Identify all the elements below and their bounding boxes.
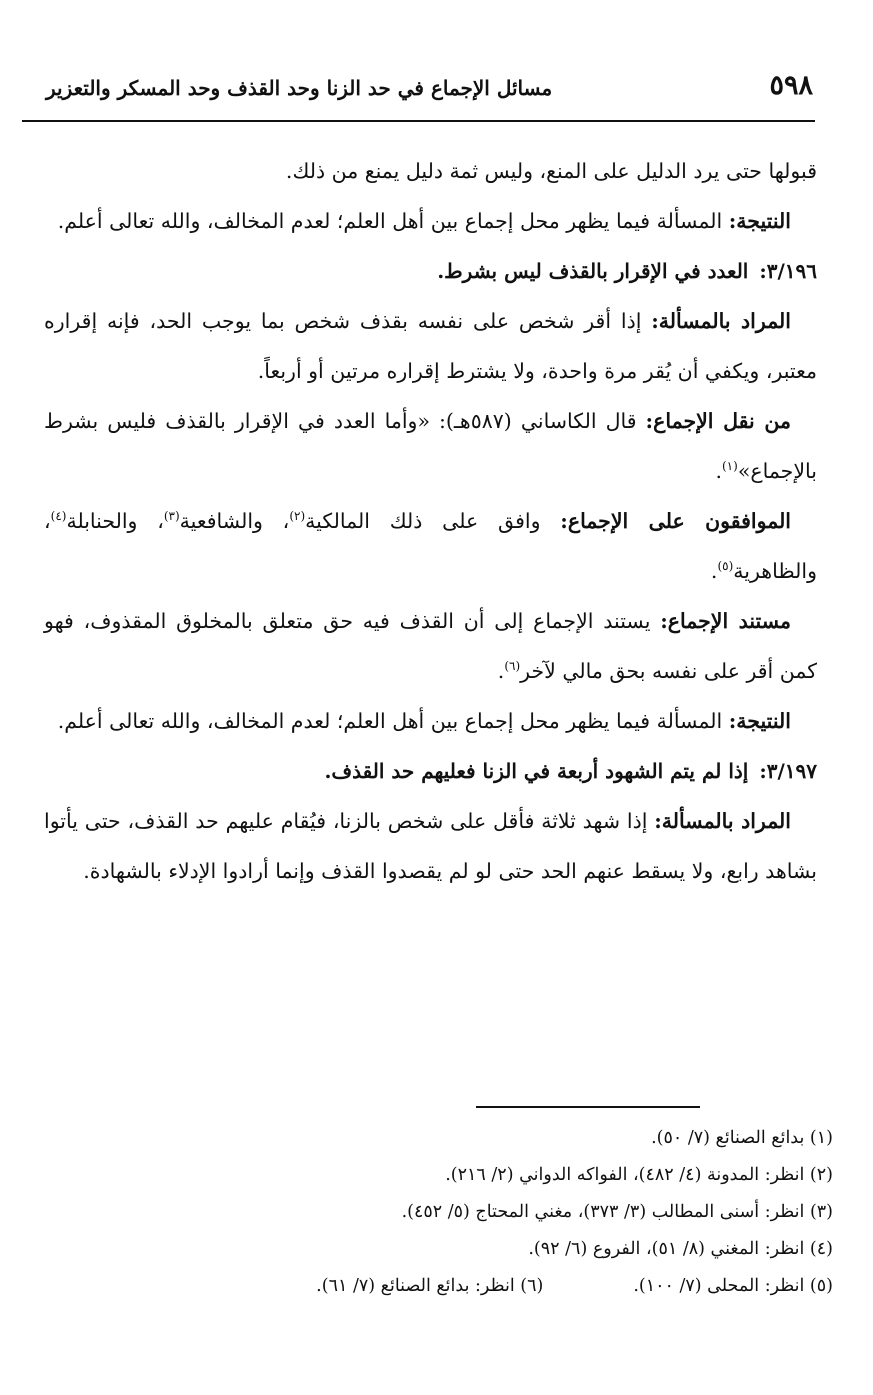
- meaning-text: إذا شهد ثلاثة فأقل على شخص بالزنا، فيُقام عليهم حد القذف، حتى يأتوا بشاهد رابع، ولا يسقط عنهم الحد حتى لو لم يقصدوا القذف وإنما أرادوا الإدلاء بالشهادة.: [44, 809, 817, 883]
- agreeing-text-1: وافق على ذلك المالكية: [305, 509, 561, 533]
- agreeing-text-2: ، والشافعية: [179, 509, 290, 533]
- meaning-text: إذا أقر شخص على نفسه بقذف شخص بما يوجب الحد، فإنه إقراره معتبر، ويكفي أن يُقر مرة واحدة، ولا يشترط إقراره مرتين أو أربعاً.: [44, 309, 817, 383]
- section-title: العدد في الإقرار بالقذف ليس بشرط.: [437, 259, 749, 283]
- basis-text: يستند الإجماع إلى أن القذف فيه حق متعلق بالمخلوق المقذوف، فهو كمن أقر على نفسه بحق مالي لآخر: [44, 609, 817, 683]
- footnote-ref-5[interactable]: (٥): [717, 559, 734, 574]
- footnote-ref-3[interactable]: (٣): [163, 509, 180, 524]
- section-196-heading: [44, 246, 817, 296]
- footnote-row: [40, 1268, 833, 1305]
- transmitters-paragraph: [44, 396, 817, 496]
- intro-continuation: [44, 146, 817, 196]
- result-paragraph-1: [44, 196, 817, 246]
- result-text: المسألة فيما يظهر محل إجماع بين أهل العلم؛ لعدم المخالف، والله تعالى أعلم.: [57, 709, 729, 733]
- footnote-5: (٥) انظر: المحلى (٧/ ١٠٠).: [633, 1276, 833, 1296]
- result-paragraph-196: [44, 696, 817, 746]
- footnote-4: (٤) انظر: المغني (٨/ ٥١)، الفروع (٦/ ٩٢).: [528, 1239, 833, 1259]
- paragraph-text: قبولها حتى يرد الدليل على المنع، وليس ثمة دليل يمنع من ذلك.: [285, 159, 817, 183]
- section-number: ٣/١٩٦:: [759, 259, 817, 283]
- basis-label: مستند الإجماع:: [660, 609, 791, 633]
- footnote-ref-4[interactable]: (٤): [50, 509, 67, 524]
- main-text: [44, 146, 817, 896]
- meaning-paragraph-197: [44, 796, 817, 896]
- footnotes: [40, 1120, 833, 1305]
- footnote-ref-1[interactable]: (١): [721, 459, 738, 474]
- section-197-heading: [44, 746, 817, 796]
- footnote-ref-6[interactable]: (٦): [504, 659, 521, 674]
- section-number: ٣/١٩٧:: [759, 759, 817, 783]
- footnote-ref-2[interactable]: (٢): [289, 509, 306, 524]
- footnote-3: (٣) انظر: أسنى المطالب (٣/ ٣٧٣)، مغني المحتاج (٥/ ٤٥٢).: [401, 1202, 833, 1222]
- sentence-end: .: [715, 459, 722, 483]
- page-header: [46, 64, 815, 116]
- sentence-end: .: [497, 659, 505, 683]
- transmitters-label: من نقل الإجماع:: [645, 409, 791, 433]
- agreeing-text-3: ، والحنابلة: [66, 509, 164, 533]
- basis-paragraph: [44, 596, 817, 696]
- running-title: مسائل الإجماع في حد الزنا وحد القذف وحد المسكر والتعزير: [46, 76, 553, 100]
- agreeing-text-5: .: [710, 559, 718, 583]
- footnote-2: (٢) انظر: المدونة (٤/ ٤٨٢)، الفواكه الدواني (٢/ ٢١٦).: [445, 1165, 833, 1185]
- agreeing-label: الموافقون على الإجماع:: [560, 509, 792, 533]
- result-label: النتيجة:: [728, 209, 791, 233]
- footnote-6: (٦) انظر: بدائع الصنائع (٧/ ٦١).: [316, 1276, 544, 1296]
- transmitters-text: قال الكاساني (٥٨٧هـ): «وأما العدد في الإقرار بالقذف فليس بشرط بالإجماع»: [44, 409, 817, 483]
- result-label: النتيجة:: [728, 709, 791, 733]
- agreeing-paragraph: [44, 496, 817, 596]
- meaning-label: المراد بالمسألة:: [654, 809, 791, 833]
- footnote-1: (١) بدائع الصنائع (٧/ ٥٠).: [651, 1128, 833, 1148]
- header-rule: [22, 120, 815, 122]
- meaning-paragraph-196: [44, 296, 817, 396]
- result-text: المسألة فيما يظهر محل إجماع بين أهل العلم؛ لعدم المخالف، والله تعالى أعلم.: [57, 209, 729, 233]
- section-title: إذا لم يتم الشهود أربعة في الزنا فعليهم حد القذف.: [324, 759, 749, 783]
- agreeing-text-4: ، والظاهرية: [44, 509, 817, 583]
- meaning-label: المراد بالمسألة:: [651, 309, 791, 333]
- footnote-separator: [476, 1106, 700, 1108]
- page-number: ٥٩٨: [769, 70, 813, 101]
